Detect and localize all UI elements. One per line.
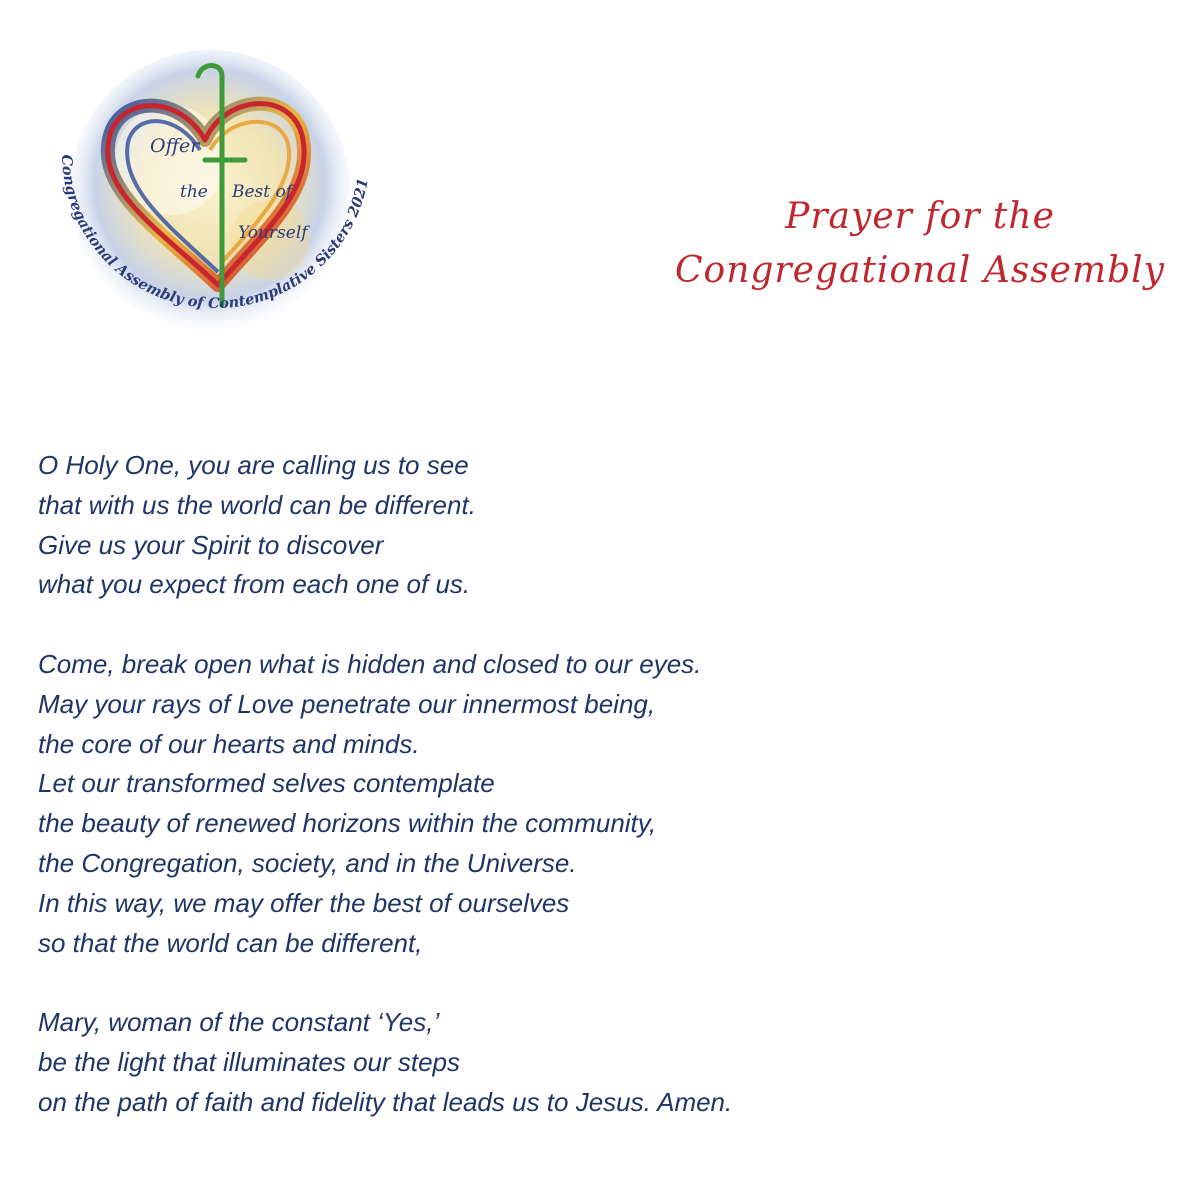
prayer-line: O Holy One, you are calling us to see bbox=[38, 450, 469, 480]
prayer-line: so that the world can be different, bbox=[38, 927, 423, 958]
prayer-text bbox=[38, 446, 1158, 1123]
prayer-line: In this way, we may offer the best of ourselves bbox=[38, 887, 570, 918]
prayer-line: Give us your Spirit to discover bbox=[38, 529, 384, 560]
prayer-stanza bbox=[38, 446, 1158, 605]
prayer-line: May your rays of Love penetrate our innermost being, bbox=[38, 688, 656, 719]
logo-ring-textpath: Congregational Assembly of Contemplative Sisters 2021 bbox=[57, 154, 372, 313]
motto-yourself: Yourself bbox=[238, 223, 308, 243]
prayer-stanza bbox=[38, 1003, 1158, 1122]
prayer-line: that with us the world can be different. bbox=[38, 489, 476, 520]
prayer-line: the core of our hearts and minds. bbox=[38, 728, 420, 759]
prayer-line: the Congregation, society, and in the Universe. bbox=[38, 847, 577, 878]
assembly-logo bbox=[40, 40, 385, 340]
prayer-line: what you expect from each one of us. bbox=[38, 569, 471, 600]
motto-best-of: Best of bbox=[232, 182, 293, 202]
prayer-line: Mary, woman of the constant ‘Yes,’ bbox=[38, 1007, 440, 1038]
prayer-line: the beauty of renewed horizons within the community, bbox=[38, 808, 657, 839]
title-line-2: Congregational Assembly bbox=[674, 250, 1165, 291]
prayer-line: Come, break open what is hidden and closed to our eyes. bbox=[38, 648, 702, 679]
logo-graphic bbox=[40, 40, 385, 340]
page-title bbox=[660, 190, 1180, 298]
motto-offer: Offer bbox=[150, 135, 200, 157]
prayer-line: Let our transformed selves contemplate bbox=[38, 768, 495, 799]
prayer-line: on the path of faith and fidelity that leads us to Jesus. Amen. bbox=[38, 1086, 733, 1117]
prayer-line: be the light that illuminates our steps bbox=[38, 1046, 461, 1077]
title-line-1: Prayer for the bbox=[785, 196, 1055, 237]
prayer-stanza bbox=[38, 645, 1158, 963]
motto-the: the bbox=[180, 182, 208, 202]
